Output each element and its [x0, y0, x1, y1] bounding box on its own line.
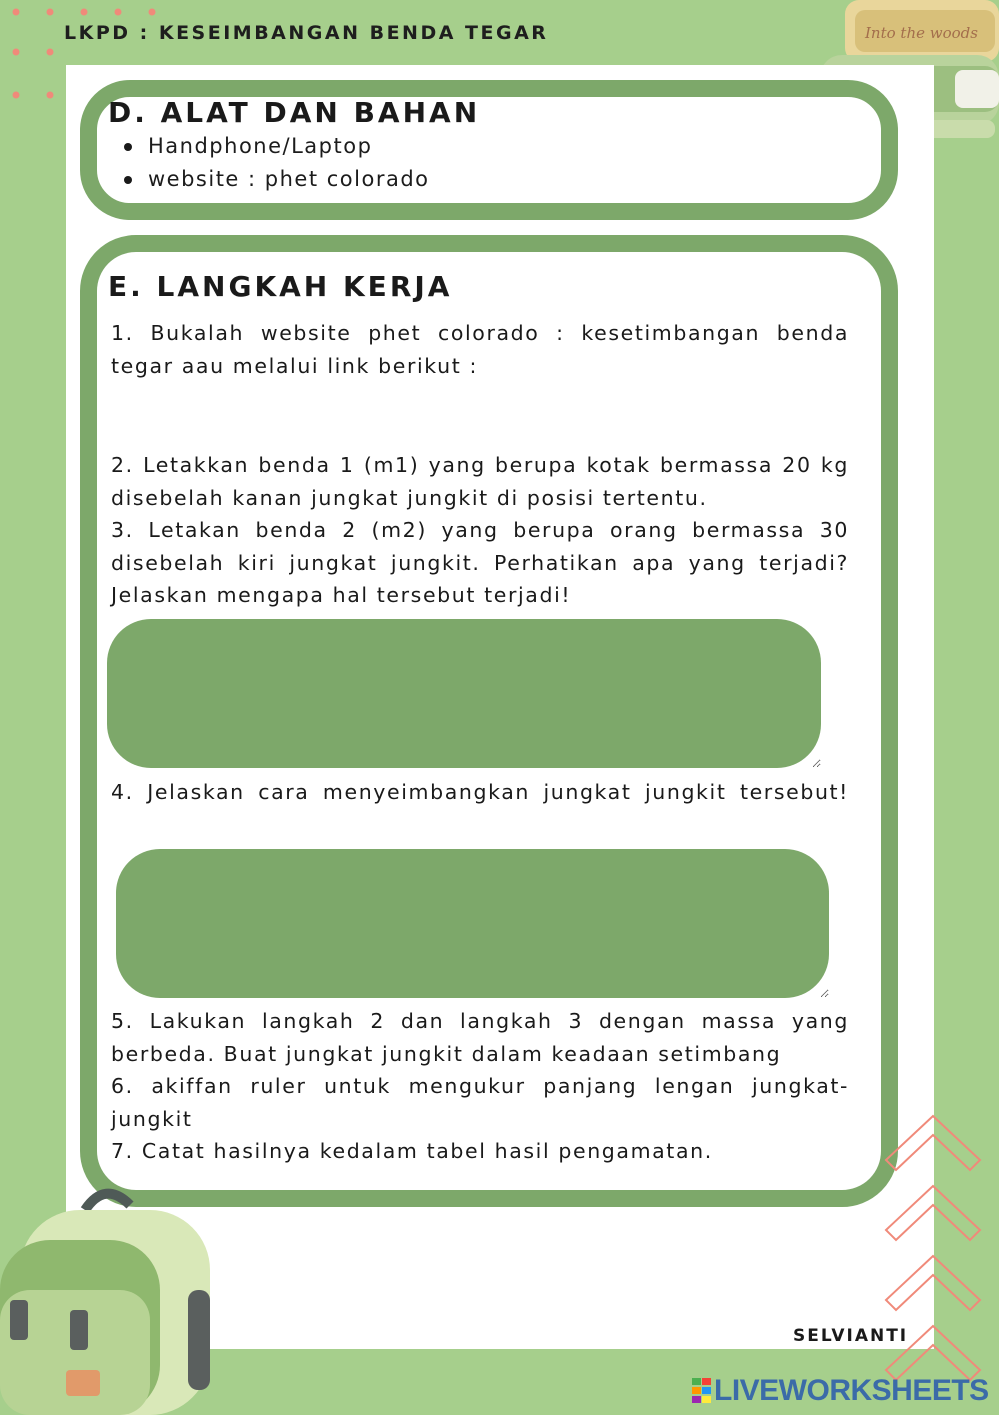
- books-label: Into the woods: [865, 24, 978, 42]
- brand-name: LIVEWORKSHEETS: [714, 1374, 989, 1407]
- answer-box-step-4[interactable]: [116, 849, 829, 998]
- section-d-title: D. ALAT DAN BAHAN: [108, 96, 481, 129]
- backpack-illustration: [0, 1180, 220, 1415]
- step-3: 3. Letakan benda 2 (m2) yang berupa orang bermassa 30 disebelah kiri jungkat jungkit. Perhatikan apa yang terjadi? Jelaskan mengapa hal tersebut terjadi!: [111, 518, 849, 607]
- step-1: 1. Bukalah website phet colorado : kesetimbangan benda tegar aau melalui link berikut :: [111, 321, 849, 378]
- step-7: 7. Catat hasilnya kedalam tabel hasil pengamatan.: [111, 1139, 713, 1163]
- list-item: website : phet colorado: [120, 163, 430, 196]
- liveworksheets-icon: [692, 1378, 712, 1404]
- worksheet-title: LKPD : KESEIMBANGAN BENDA TEGAR: [64, 22, 549, 44]
- answer-box-step-3[interactable]: [107, 619, 821, 768]
- chevron-pattern: [878, 1110, 999, 1415]
- step-5: 5. Lakukan langkah 2 dan langkah 3 dengan massa yang berbeda. Buat jungkat jungkit dalam keadaan setimbang: [111, 1009, 849, 1066]
- step-6: 6. akiffan ruler untuk mengukur panjang lengan jungkat-jungkit: [111, 1074, 849, 1131]
- materials-list: [120, 130, 430, 196]
- step-2: 2. Letakkan benda 1 (m1) yang berupa kotak bermassa 20 kg disebelah kanan jungkat jungkit di posisi tertentu.: [111, 453, 849, 510]
- section-e-title: E. LANGKAH KERJA: [108, 270, 453, 303]
- author-name: SELVIANTI: [793, 1326, 909, 1346]
- step-4: 4. Jelaskan cara menyeimbangkan jungkat jungkit tersebut!: [111, 780, 849, 804]
- list-item: Handphone/Laptop: [120, 130, 430, 163]
- liveworksheets-logo-link[interactable]: [692, 1374, 989, 1408]
